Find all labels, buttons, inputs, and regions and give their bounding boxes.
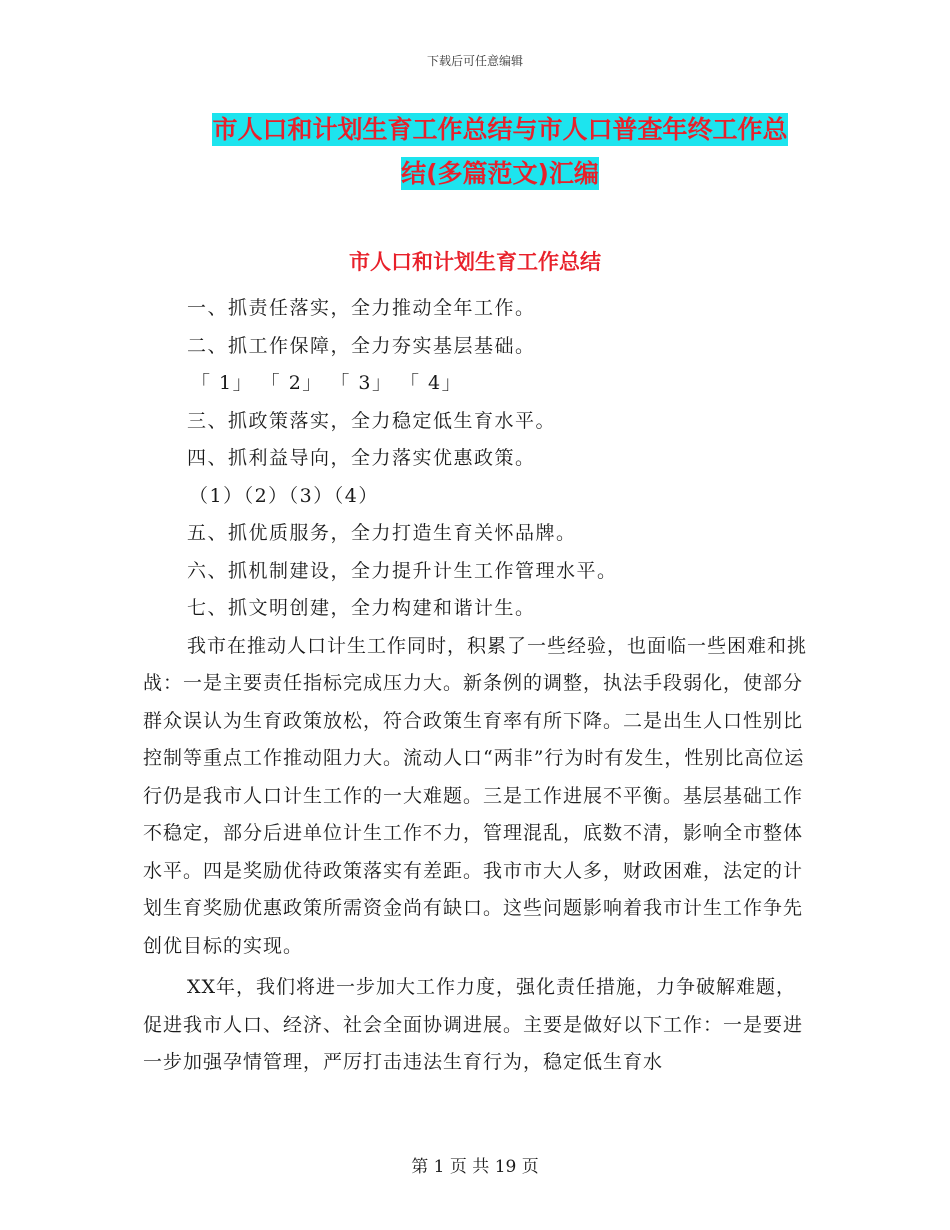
list-item: 一、抓责任落实，全力推动全年工作。 (187, 297, 536, 319)
section-title: 市人口和计划生育工作总结 (349, 250, 601, 274)
body-paragraph: 我市在推动人口计生工作同时，积累了一些经验，也面临一些困难和挑战：一是主要责任指标完成压力大。新条例的调整，执法手段弱化，使部分群众误认为生育政策放松，符合政策生育率有所下降。二是出生人口性别比控制等重点工作推动阻力大。流动人口“两非”行为时有发生，性别比高位运行仍是我市人口计生工作的一大难题。三是工作进展不平衡。基层基础工作不稳定，部分后进单位计生工作不力，管理混乱，底数不清，影响全市整体水平。四是奖励优待政策落实有差距。我市市大人多，财政困难，法定的计划生育奖励优惠政策所需资金尚有缺口。这些问题影响着我市计生工作争先创优目标的实现。 (143, 634, 808, 957)
list-item: 五、抓优质服务，全力打造生育关怀品牌。 (187, 522, 577, 544)
title-line-1: 市人口和计划生育工作总结与市人口普查年终工作总 (212, 115, 788, 144)
list-item: 二、抓工作保障，全力夯实基层基础。 (187, 334, 536, 357)
list-item: （1）（2）（3）（4） (189, 484, 379, 507)
document-title (120, 108, 880, 196)
list-item: 四、抓利益导向，全力落实优惠政策。 (187, 447, 536, 469)
title-line-2: 结(多篇范文)汇编 (401, 159, 599, 188)
header-note: 下载后可任意编辑 (426, 54, 523, 68)
body-paragraph: XX年，我们将进一步加大工作力度，强化责任措施，力争破解难题，促进我市人口、经济、社会全面协调进展。主要是做好以下工作：一是要进一步加强孕情管理，严厉打击违法生育行为，稳定低生育水 (143, 976, 804, 1073)
page-footer: 第 1 页 共 19 页 (411, 1157, 539, 1177)
document-body (143, 290, 808, 1082)
list-item: 「 1」 「 2」 「 3」 「 4」 (191, 372, 463, 394)
list-item: 七、抓文明创建，全力构建和谐计生。 (187, 597, 536, 619)
list-item: 六、抓机制建设，全力提升计生工作管理水平。 (187, 559, 618, 582)
list-item: 三、抓政策落实，全力稳定低生育水平。 (187, 409, 557, 432)
